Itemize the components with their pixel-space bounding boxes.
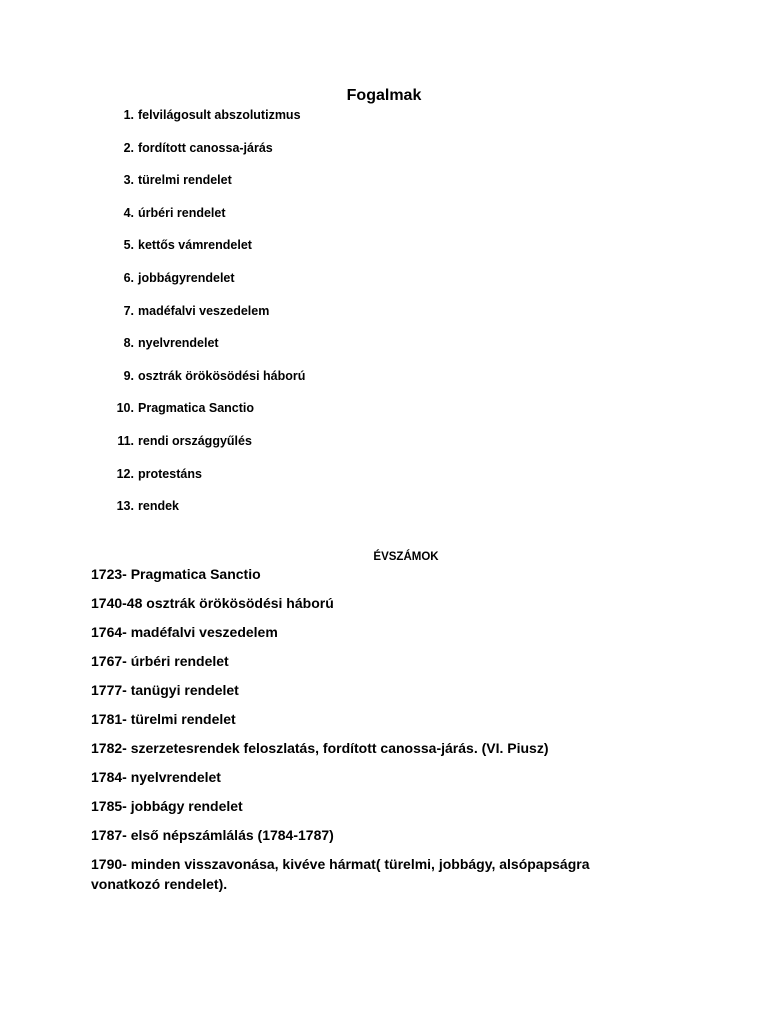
date-entry: 1777- tanügyi rendelet	[91, 682, 239, 698]
page-title-text: Fogalmak	[346, 87, 422, 104]
date-entry: 1781- türelmi rendelet	[91, 711, 236, 727]
list-item	[0, 333, 768, 366]
list-item-number: 1.	[123, 108, 134, 122]
date-entry: 1723- Pragmatica Sanctio	[91, 566, 261, 582]
list-item	[0, 366, 768, 399]
list-item-number: 2.	[123, 140, 134, 155]
list-item	[0, 235, 768, 268]
list-item-number: 4.	[123, 205, 134, 220]
date-entry: 1740-48 osztrák örökösödési háború	[91, 595, 334, 611]
list-item	[0, 138, 768, 171]
list-item-text: kettős vámrendelet	[138, 238, 252, 253]
list-item-text: madéfalvi veszedelem	[138, 303, 270, 318]
list-item-text: protestáns	[138, 466, 202, 481]
date-entry: 1764- madéfalvi veszedelem	[91, 624, 278, 640]
dates-list	[91, 564, 651, 903]
list-item-text: úrbéri rendelet	[138, 205, 226, 220]
list-item-number: 5.	[123, 238, 134, 253]
list-item-text: türelmi rendelet	[138, 173, 232, 188]
list-item-text: fordított canossa-járás	[138, 140, 273, 155]
list-item	[0, 496, 768, 529]
section-heading-text: ÉVSZÁMOK	[373, 551, 439, 563]
list-item-number: 10.	[116, 401, 134, 416]
list-item	[0, 203, 768, 236]
list-item-text: rendek	[138, 499, 179, 514]
section-heading	[0, 549, 768, 565]
list-item-number: 6.	[123, 270, 134, 285]
list-item-number: 13.	[116, 499, 134, 514]
list-item-number: 11.	[117, 433, 134, 448]
list-item	[0, 398, 768, 431]
list-item	[0, 431, 768, 464]
list-item-text: Pragmatica Sanctio	[138, 401, 255, 416]
list-item	[0, 301, 768, 334]
list-item-number: 12.	[116, 466, 134, 481]
list-item-number: 9.	[123, 368, 134, 383]
list-item-number: 7.	[123, 303, 134, 318]
list-item	[0, 170, 768, 203]
date-entry: 1785- jobbágy rendelet	[91, 798, 243, 814]
date-entry: 1790- minden visszavonása, kivéve hármat( türelmi, jobbágy, alsópapságra vonatkozó rendelet).	[91, 856, 590, 892]
list-item-text: nyelvrendelet	[138, 336, 219, 351]
list-item	[0, 464, 768, 497]
list-item-text: felvilágosult abszolutizmus	[138, 108, 301, 122]
date-entry: 1787- első népszámlálás (1784-1787)	[91, 827, 334, 843]
date-entry: 1782- szerzetesrendek feloszlatás, fordított canossa-járás. (VI. Piusz)	[91, 740, 549, 756]
date-entry: 1784- nyelvrendelet	[91, 769, 221, 785]
list-item-number: 3.	[123, 173, 134, 188]
concepts-list	[0, 105, 768, 529]
date-entry: 1767- úrbéri rendelet	[91, 653, 229, 669]
list-item-number: 8.	[123, 336, 134, 351]
page-title	[0, 86, 768, 106]
list-item	[0, 268, 768, 301]
list-item-text: osztrák örökösödési háború	[138, 368, 306, 383]
list-item	[0, 105, 768, 138]
list-item-text: jobbágyrendelet	[138, 270, 235, 285]
list-item-text: rendi országgyűlés	[138, 433, 252, 448]
